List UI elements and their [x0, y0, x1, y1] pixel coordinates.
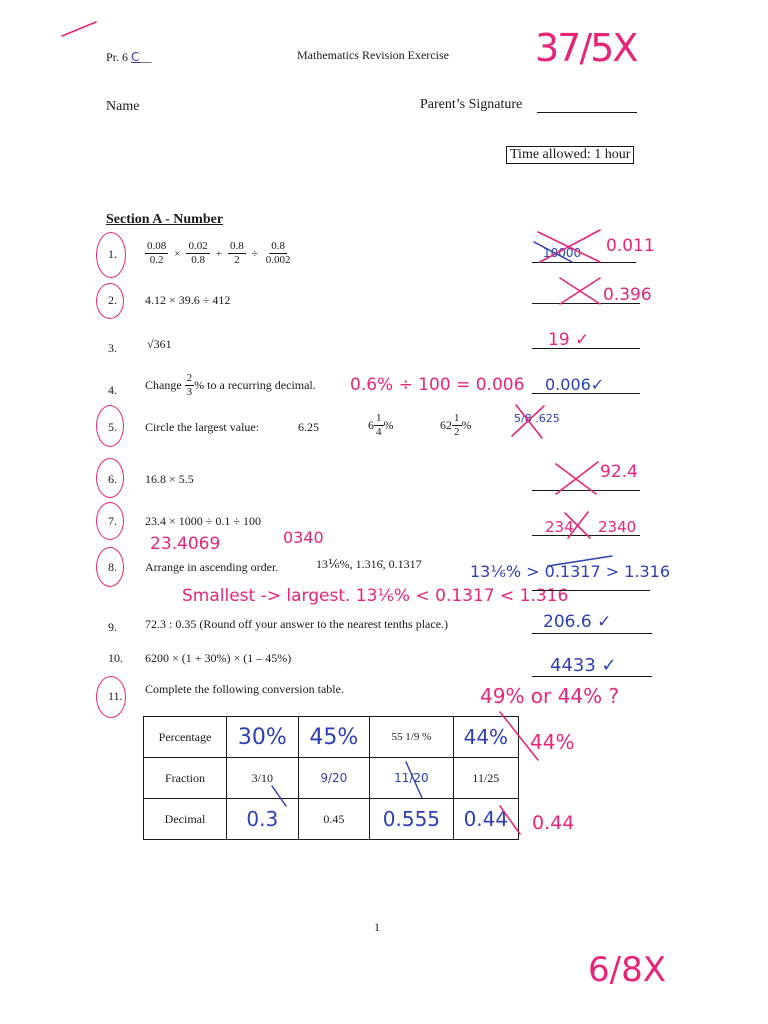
answer-4: 0.006✓ — [545, 375, 605, 394]
question-8-items: 13⅙%, 1.316̇, 0.1317 — [316, 557, 422, 571]
question-number: 10. — [108, 651, 123, 665]
signature-line — [537, 112, 637, 113]
question-1-expression: $\frac{0.08}{0.2}$ × $\frac{0.02}{0.8}$ + $\frac{0.8}{2}$ ÷ $\frac{0.8}{0.002}$ — [147, 240, 291, 266]
question-number: 5. — [108, 420, 117, 434]
question-number: 2. — [108, 293, 117, 307]
question-number: 9. — [108, 620, 117, 634]
question-9-text: 72.3 : 0.35 (Round off your answer to the nearest tenths place.) — [145, 617, 449, 631]
table-cell: 3/10 — [227, 758, 299, 799]
score-bottom: 6/8X — [588, 950, 667, 990]
work-7b: 0340 — [283, 528, 324, 547]
table-cell: 45% — [298, 717, 370, 758]
question-10-text: 6200 × (1 + 30%) × (1 – 45%) — [145, 651, 292, 665]
question-7-text: 23.4 × 1000 ÷ 0.1 ÷ 100 — [145, 514, 261, 528]
question-number: 7. — [108, 514, 117, 528]
table-row — [144, 717, 519, 758]
page-number: 1 — [374, 920, 380, 934]
answer-3: 19 ✓ — [548, 330, 590, 350]
score-top: 37/5X — [535, 26, 637, 70]
pen-stroke — [62, 22, 96, 36]
question-circle — [96, 676, 126, 718]
table-row — [144, 799, 519, 840]
question-number: 6. — [108, 472, 117, 486]
question-circle — [96, 547, 124, 587]
option-b: 6 $\frac{1}{4}$ % — [368, 412, 394, 438]
question-circle — [96, 232, 126, 278]
question-6-text: 16.8 × 5.5 — [145, 472, 194, 486]
table-row-head: Decimal — [144, 799, 227, 840]
work-8: Smallest -> largest. 13⅙% < 0.1317 < 1.316 — [182, 586, 569, 606]
question-2-text: 4.12 × 39.6 ÷ 412 — [145, 293, 231, 307]
question-number: 11. — [108, 689, 123, 703]
table-row-head: Percentage — [144, 717, 227, 758]
question-number: 3. — [108, 341, 117, 355]
question-3-text: √361 — [147, 337, 172, 351]
answer-9: 206.6 ✓ — [543, 612, 612, 632]
answer-line-7 — [532, 535, 640, 536]
correction-2: 0.396 — [603, 285, 652, 305]
table-cell: 9/20 — [298, 758, 370, 799]
answer-8: 13⅙% > 0.1317 > 1.316 — [470, 562, 671, 581]
table-row — [144, 758, 519, 799]
question-circle — [96, 405, 124, 447]
worksheet-title: Mathematics Revision Exercise — [297, 48, 449, 62]
table-cell: 11/25 — [453, 758, 518, 799]
note-11: 49% or 44% ? — [480, 684, 620, 708]
table-cell: 55 1/9 % — [370, 717, 454, 758]
option-a: 6.25 — [298, 420, 319, 434]
table-cell: 0.555 — [370, 799, 454, 840]
answer-10: 4433 ✓ — [550, 655, 617, 676]
answer-line-10 — [532, 676, 652, 677]
section-title: Section A - Number — [106, 212, 224, 227]
answer-line-4 — [532, 393, 640, 394]
correction-6: 92.4 — [600, 462, 638, 482]
answer-line-9 — [532, 633, 652, 634]
time-allowed-box: Time allowed: 1 hour — [506, 146, 634, 164]
correction-1: 0.011 — [606, 236, 655, 256]
side-note-percentage: 44% — [530, 730, 575, 754]
answer-line-3 — [532, 348, 640, 349]
signature-label: Parent’s Signature — [420, 97, 523, 112]
answer-line-1 — [532, 262, 636, 263]
question-8-text: Arrange in ascending order. — [145, 560, 279, 574]
side-note-decimal: 0.44 — [532, 812, 575, 834]
answer-7: 234 — [545, 518, 574, 536]
table-cell: 11/20 — [370, 758, 454, 799]
question-11-text: Complete the following conversion table. — [145, 682, 344, 696]
cross-mark — [560, 278, 600, 304]
question-circle — [96, 283, 124, 319]
conversion-table — [143, 716, 519, 840]
question-circle — [96, 458, 124, 498]
question-circle — [96, 502, 124, 540]
cross-mark — [560, 278, 600, 304]
table-cell: 44% — [453, 717, 518, 758]
option-c: 62 $\frac{1}{2}$ % — [440, 412, 472, 438]
question-number: 8. — [108, 560, 117, 574]
question-number: 4. — [108, 383, 117, 397]
name-label: Name — [106, 99, 140, 114]
work-7a: 23.4069 — [150, 534, 221, 554]
question-4-text: Change $\frac{2}{3}$ % to a recurring decimal. — [145, 372, 316, 398]
class-letter: C — [131, 50, 140, 64]
work-4: 0.6% ÷ 100 = 0.006 — [350, 375, 525, 395]
question-number: 1. — [108, 247, 117, 261]
table-cell: 30% — [227, 717, 299, 758]
table-cell: 0.45 — [298, 799, 370, 840]
table-row-head: Fraction — [144, 758, 227, 799]
answer-line-8 — [532, 590, 650, 591]
question-5-text: Circle the largest value: — [145, 420, 260, 434]
table-cell: 0.3 — [227, 799, 299, 840]
answer-5: 5/8 .625 — [514, 412, 560, 425]
answer-line-6 — [532, 490, 640, 491]
answer-1: 10000 — [543, 246, 582, 260]
class-label: Pr. 6 C__ — [106, 50, 152, 64]
answer-line-2 — [532, 303, 640, 304]
table-cell: 0.44 — [453, 799, 518, 840]
correction-7: 2340 — [598, 518, 637, 536]
